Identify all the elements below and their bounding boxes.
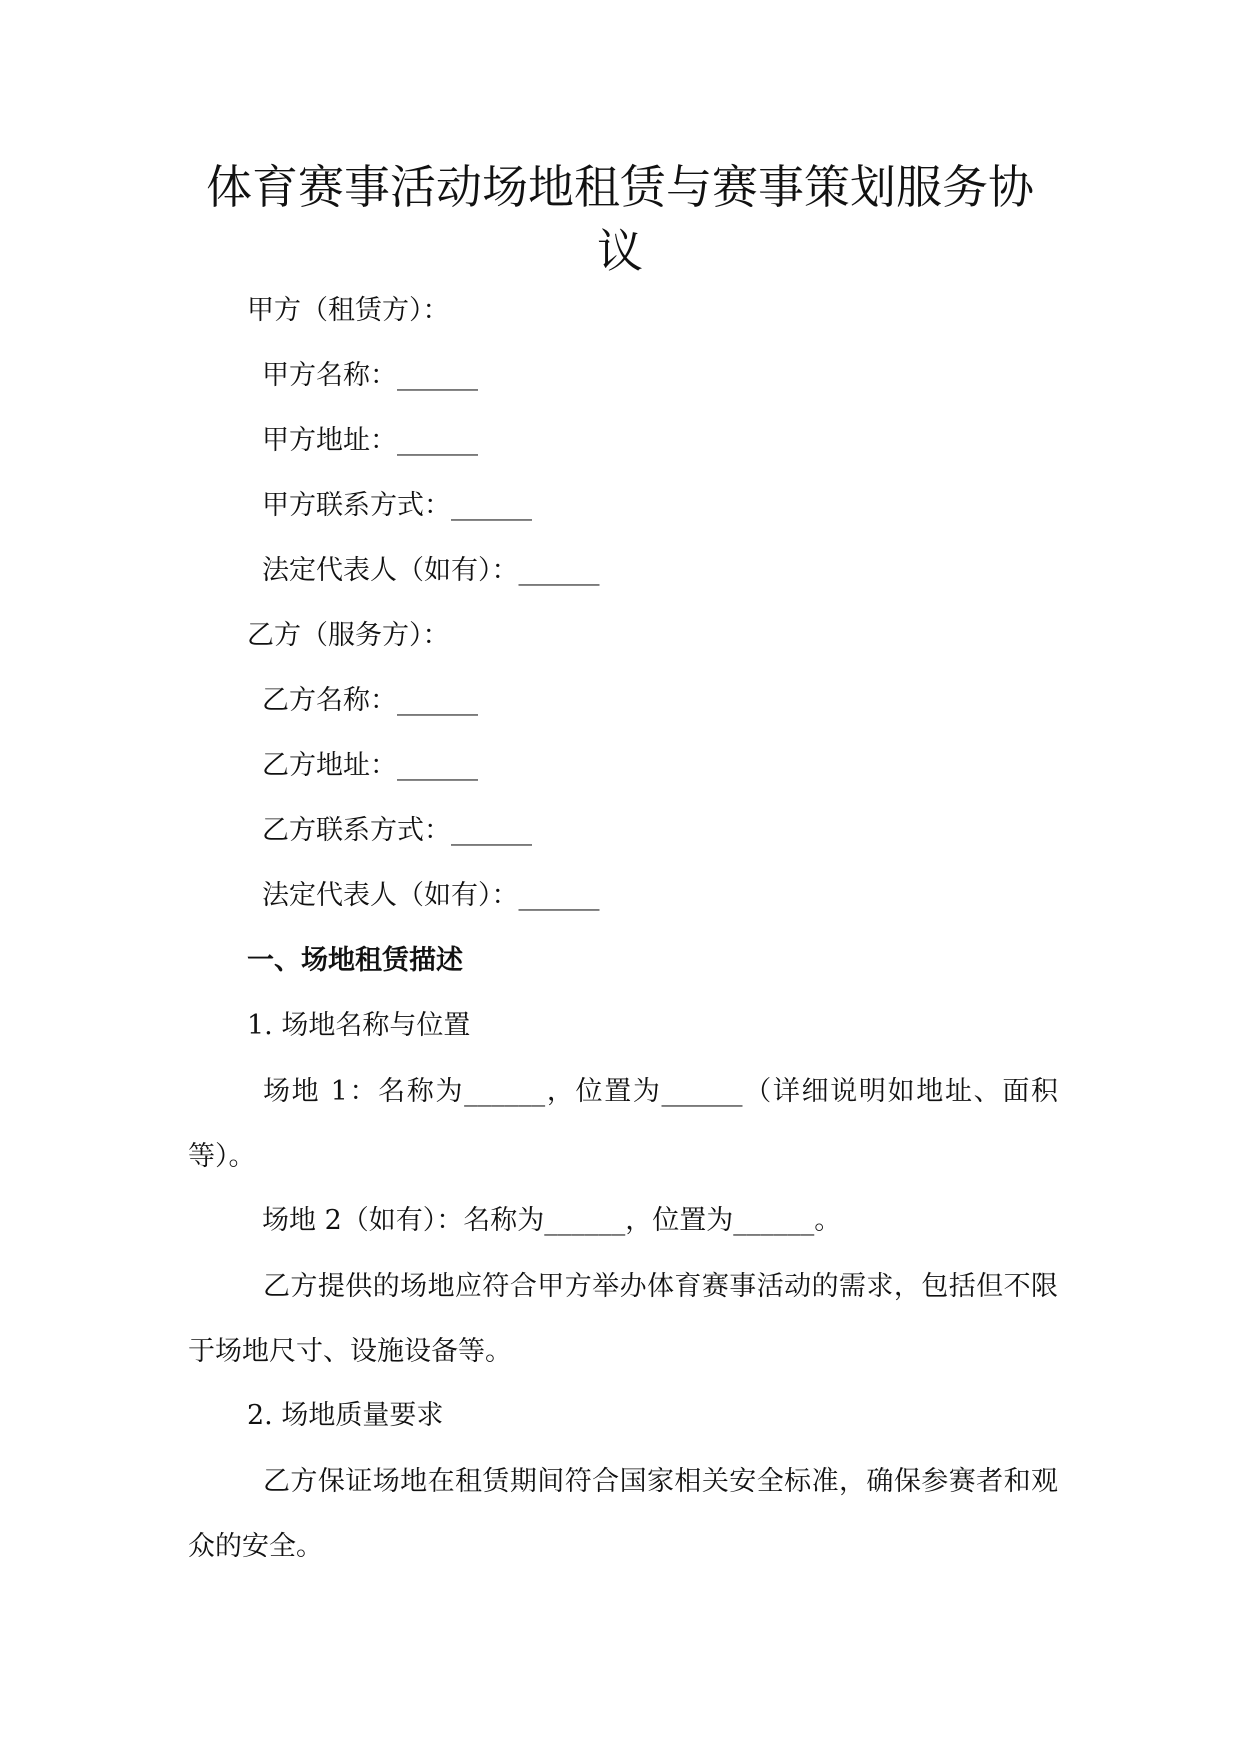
party-b-name: 乙方名称：______ — [262, 685, 478, 716]
party-a-heading: 甲方（租赁方）： — [247, 295, 450, 326]
venue-2-paragraph: 场地 2（如有）：名称为______，位置为______。 — [262, 1205, 842, 1236]
venue-requirement-paragraph: 乙方提供的场地应符合甲方举办体育赛事活动的需求，包括但不限于场地尺寸、设施设备等。 — [188, 1271, 1058, 1367]
quality-paragraph: 乙方保证场地在租赁期间符合国家相关安全标准，确保参赛者和观众的安全。 — [188, 1466, 1058, 1562]
subsection-1-heading: 1. 场地名称与位置 — [247, 1010, 471, 1041]
party-b-address: 乙方地址：______ — [262, 750, 478, 781]
title-line-1: 体育赛事活动场地租赁与赛事策划服务协 — [206, 160, 1034, 214]
document-title — [150, 155, 1090, 283]
party-a-contact: 甲方联系方式：______ — [262, 490, 532, 521]
party-a-representative: 法定代表人（如有）：______ — [262, 555, 600, 586]
party-b-heading: 乙方（服务方）： — [247, 620, 450, 651]
subsection-2-heading: 2. 场地质量要求 — [247, 1400, 444, 1431]
venue-1-paragraph: 场地 1：名称为______，位置为______（详细说明如地址、面积等）。 — [188, 1076, 1058, 1172]
title-line-2: 议 — [597, 224, 643, 278]
party-b-representative: 法定代表人（如有）：______ — [262, 880, 600, 911]
party-b-contact: 乙方联系方式：______ — [262, 815, 532, 846]
party-a-address: 甲方地址：______ — [262, 425, 478, 456]
party-a-name: 甲方名称：______ — [262, 360, 478, 391]
section-1-heading: 一、场地租赁描述 — [247, 945, 463, 976]
